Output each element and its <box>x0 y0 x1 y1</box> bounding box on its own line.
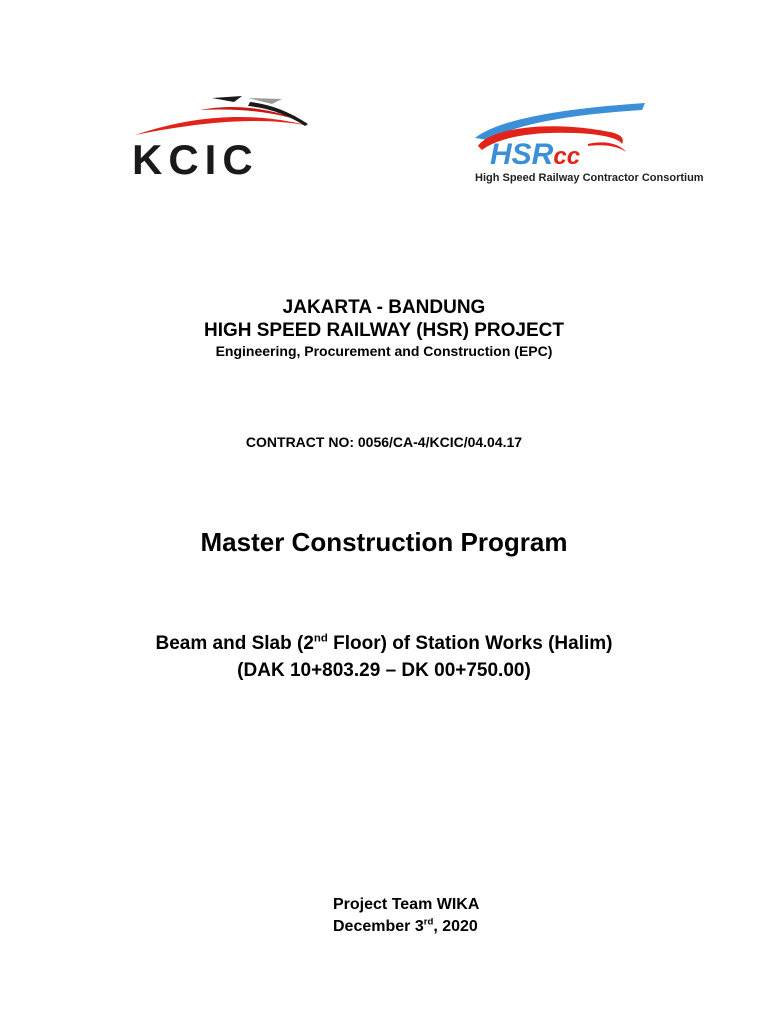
scope-text-pre: Beam and Slab (2 <box>155 633 314 654</box>
project-location: JAKARTA - BANDUNG <box>282 297 486 318</box>
cc-text: cc <box>553 143 581 170</box>
hsrcc-wordmark <box>490 138 580 171</box>
project-scope: Engineering, Procurement and Construction (EPC) <box>215 343 553 359</box>
work-scope-line1 <box>0 633 768 655</box>
kcic-logo <box>130 90 315 180</box>
document-date <box>333 918 478 936</box>
scope-superscript: nd <box>313 632 328 645</box>
kcic-wordmark: KCIC <box>132 136 259 180</box>
project-team: Project Team WIKA <box>333 896 480 913</box>
contract-number: CONTRACT NO: 0056/CA-4/KCIC/04.04.17 <box>245 434 523 450</box>
project-name: HIGH SPEED RAILWAY (HSR) PROJECT <box>203 320 564 341</box>
hsrcc-caption: High Speed Railway Contractor Consortium <box>475 172 704 184</box>
document-title: Master Construction Program <box>200 527 568 557</box>
date-post: , 2020 <box>433 918 478 935</box>
date-superscript: rd <box>423 916 434 928</box>
date-pre: December 3 <box>333 918 424 935</box>
hsr-text: HSR <box>490 138 554 171</box>
work-scope-line2: (DAK 10+803.29 – DK 00+750.00) <box>237 660 531 681</box>
scope-text-post: Floor) of Station Works (Halim) <box>327 633 613 654</box>
